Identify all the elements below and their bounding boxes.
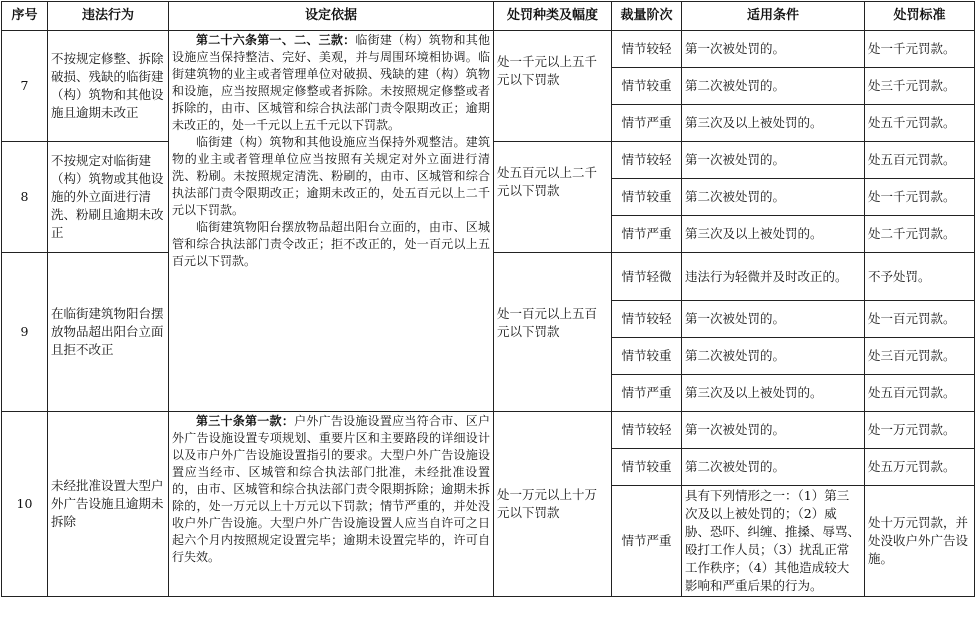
penalty-standard: 处三千元罚款。 <box>865 68 975 105</box>
discretion-level: 情节较轻 <box>612 142 682 179</box>
discretion-level: 情节严重 <box>612 105 682 142</box>
discretion-level: 情节较轻 <box>612 31 682 68</box>
penalty-standard: 处一万元罚款。 <box>865 412 975 449</box>
header-num: 序号 <box>2 2 48 31</box>
penalty-standard: 处十万元罚款，并处没收户外广告设施。 <box>865 486 975 597</box>
basis-paragraph: 临街建（构）筑物和其他设施应当保持整洁、完好、美观，并与周围环境相协调。临街建筑物的业主或者管理单位对破损、残缺的建（构）筑物和设施，应当按照规定修整或者拆除。未按照规定修整或者拆除的，由市、区城管和综合执法部门责令限期改正；逾期未改正的，处一千元以上五千元以下罚款。 <box>172 33 490 132</box>
applicable-condition: 第一次被处罚的。 <box>682 31 865 68</box>
violation-behavior: 在临街建筑物阳台摆放物品超出阳台立面且拒不改正 <box>48 253 169 412</box>
discretion-level: 情节较重 <box>612 68 682 105</box>
penalty-range: 处一万元以上十万元以下罚款 <box>494 412 612 597</box>
legal-basis-30 <box>169 412 494 597</box>
penalty-standard: 不予处罚。 <box>865 253 975 301</box>
penalty-standard: 处二千元罚款。 <box>865 216 975 253</box>
applicable-condition: 第一次被处罚的。 <box>682 301 865 338</box>
discretion-level: 情节严重 <box>612 486 682 597</box>
basis-article-heading: 第三十条第一款： <box>196 414 295 428</box>
discretion-level: 情节较重 <box>612 338 682 375</box>
discretion-level: 情节较轻 <box>612 412 682 449</box>
header-behavior: 违法行为 <box>48 2 169 31</box>
table-row <box>2 31 975 68</box>
penalty-standard: 处五千元罚款。 <box>865 105 975 142</box>
discretion-level: 情节较轻 <box>612 301 682 338</box>
basis-paragraph: 临街建（构）筑物和其他设施应当保持外观整洁。建筑物的业主或者管理单位应当按照有关规定对外立面进行清洗、粉刷。未按照规定清洗、粉刷的，由市、区城管和综合执法部门责令限期改正；逾期未改正的，处五百元以上二千元以下罚款。 <box>172 135 490 217</box>
header-basis: 设定依据 <box>169 2 494 31</box>
penalty-standard: 处五万元罚款。 <box>865 449 975 486</box>
discretion-level: 情节轻微 <box>612 253 682 301</box>
header-standard: 处罚标准 <box>865 2 975 31</box>
violation-behavior: 不按规定对临街建（构）筑物或其他设施的外立面进行清洗、粉刷且逾期未改正 <box>48 142 169 253</box>
applicable-condition: 具有下列情形之一：（1）第三次及以上被处罚的；（2）威胁、恐吓、纠缠、推搡、辱骂、殴打工作人员；（3）扰乱正常工作秩序；（4）其他造成较大影响和严重后果的行为。 <box>682 486 865 597</box>
header-row <box>2 2 975 31</box>
discretion-level: 情节严重 <box>612 216 682 253</box>
applicable-condition: 第二次被处罚的。 <box>682 449 865 486</box>
applicable-condition: 第三次及以上被处罚的。 <box>682 216 865 253</box>
basis-article-heading: 第二十六条第一、二、三款： <box>196 33 356 47</box>
discretion-level: 情节较重 <box>612 179 682 216</box>
row-number: 9 <box>2 253 48 412</box>
basis-paragraph: 临街建筑物阳台摆放物品超出阳台立面的，由市、区城管和综合执法部门责令改正；拒不改正的，处一百元以上五百元以下罚款。 <box>172 220 490 268</box>
applicable-condition: 第三次及以上被处罚的。 <box>682 105 865 142</box>
applicable-condition: 第一次被处罚的。 <box>682 142 865 179</box>
penalty-standard: 处五百元罚款。 <box>865 142 975 179</box>
header-range: 处罚种类及幅度 <box>494 2 612 31</box>
violation-behavior: 不按规定修整、拆除破损、残缺的临街建（构）筑物和其他设施且逾期未改正 <box>48 31 169 142</box>
penalty-range: 处一百元以上五百元以下罚款 <box>494 253 612 412</box>
penalty-table <box>1 1 975 597</box>
violation-behavior: 未经批准设置大型户外广告设施且逾期未拆除 <box>48 412 169 597</box>
penalty-standard: 处一千元罚款。 <box>865 31 975 68</box>
row-number: 10 <box>2 412 48 597</box>
penalty-standard: 处三百元罚款。 <box>865 338 975 375</box>
penalty-range: 处一千元以上五千元以下罚款 <box>494 31 612 142</box>
applicable-condition: 第二次被处罚的。 <box>682 179 865 216</box>
penalty-range: 处五百元以上二千元以下罚款 <box>494 142 612 253</box>
penalty-standard: 处五百元罚款。 <box>865 375 975 412</box>
penalty-standard: 处一百元罚款。 <box>865 301 975 338</box>
discretion-level: 情节较重 <box>612 449 682 486</box>
header-condition: 适用条件 <box>682 2 865 31</box>
legal-basis-26 <box>169 31 494 412</box>
basis-paragraph: 户外广告设施设置应当符合市、区户外广告设施设置专项规划、重要片区和主要路段的详细设计以及市户外广告设施设置指引的要求。大型户外广告设施设置应当经市、区城管和综合执法部门批准，未经批准设置的，由市、区城管和综合执法部门责令限期拆除；逾期未拆除的，处一万元以上十万元以下罚款；情节严重的，并处没收户外广告设施。大型户外广告设施设置人应当自许可之日起六个月内按照规定设置完毕；逾期未设置完毕的，许可自行失效。 <box>172 414 490 564</box>
table-row <box>2 412 975 449</box>
penalty-standard: 处一千元罚款。 <box>865 179 975 216</box>
applicable-condition: 第一次被处罚的。 <box>682 412 865 449</box>
row-number: 8 <box>2 142 48 253</box>
header-level: 裁量阶次 <box>612 2 682 31</box>
row-number: 7 <box>2 31 48 142</box>
applicable-condition: 违法行为轻微并及时改正的。 <box>682 253 865 301</box>
applicable-condition: 第三次及以上被处罚的。 <box>682 375 865 412</box>
applicable-condition: 第二次被处罚的。 <box>682 68 865 105</box>
applicable-condition: 第二次被处罚的。 <box>682 338 865 375</box>
discretion-level: 情节严重 <box>612 375 682 412</box>
